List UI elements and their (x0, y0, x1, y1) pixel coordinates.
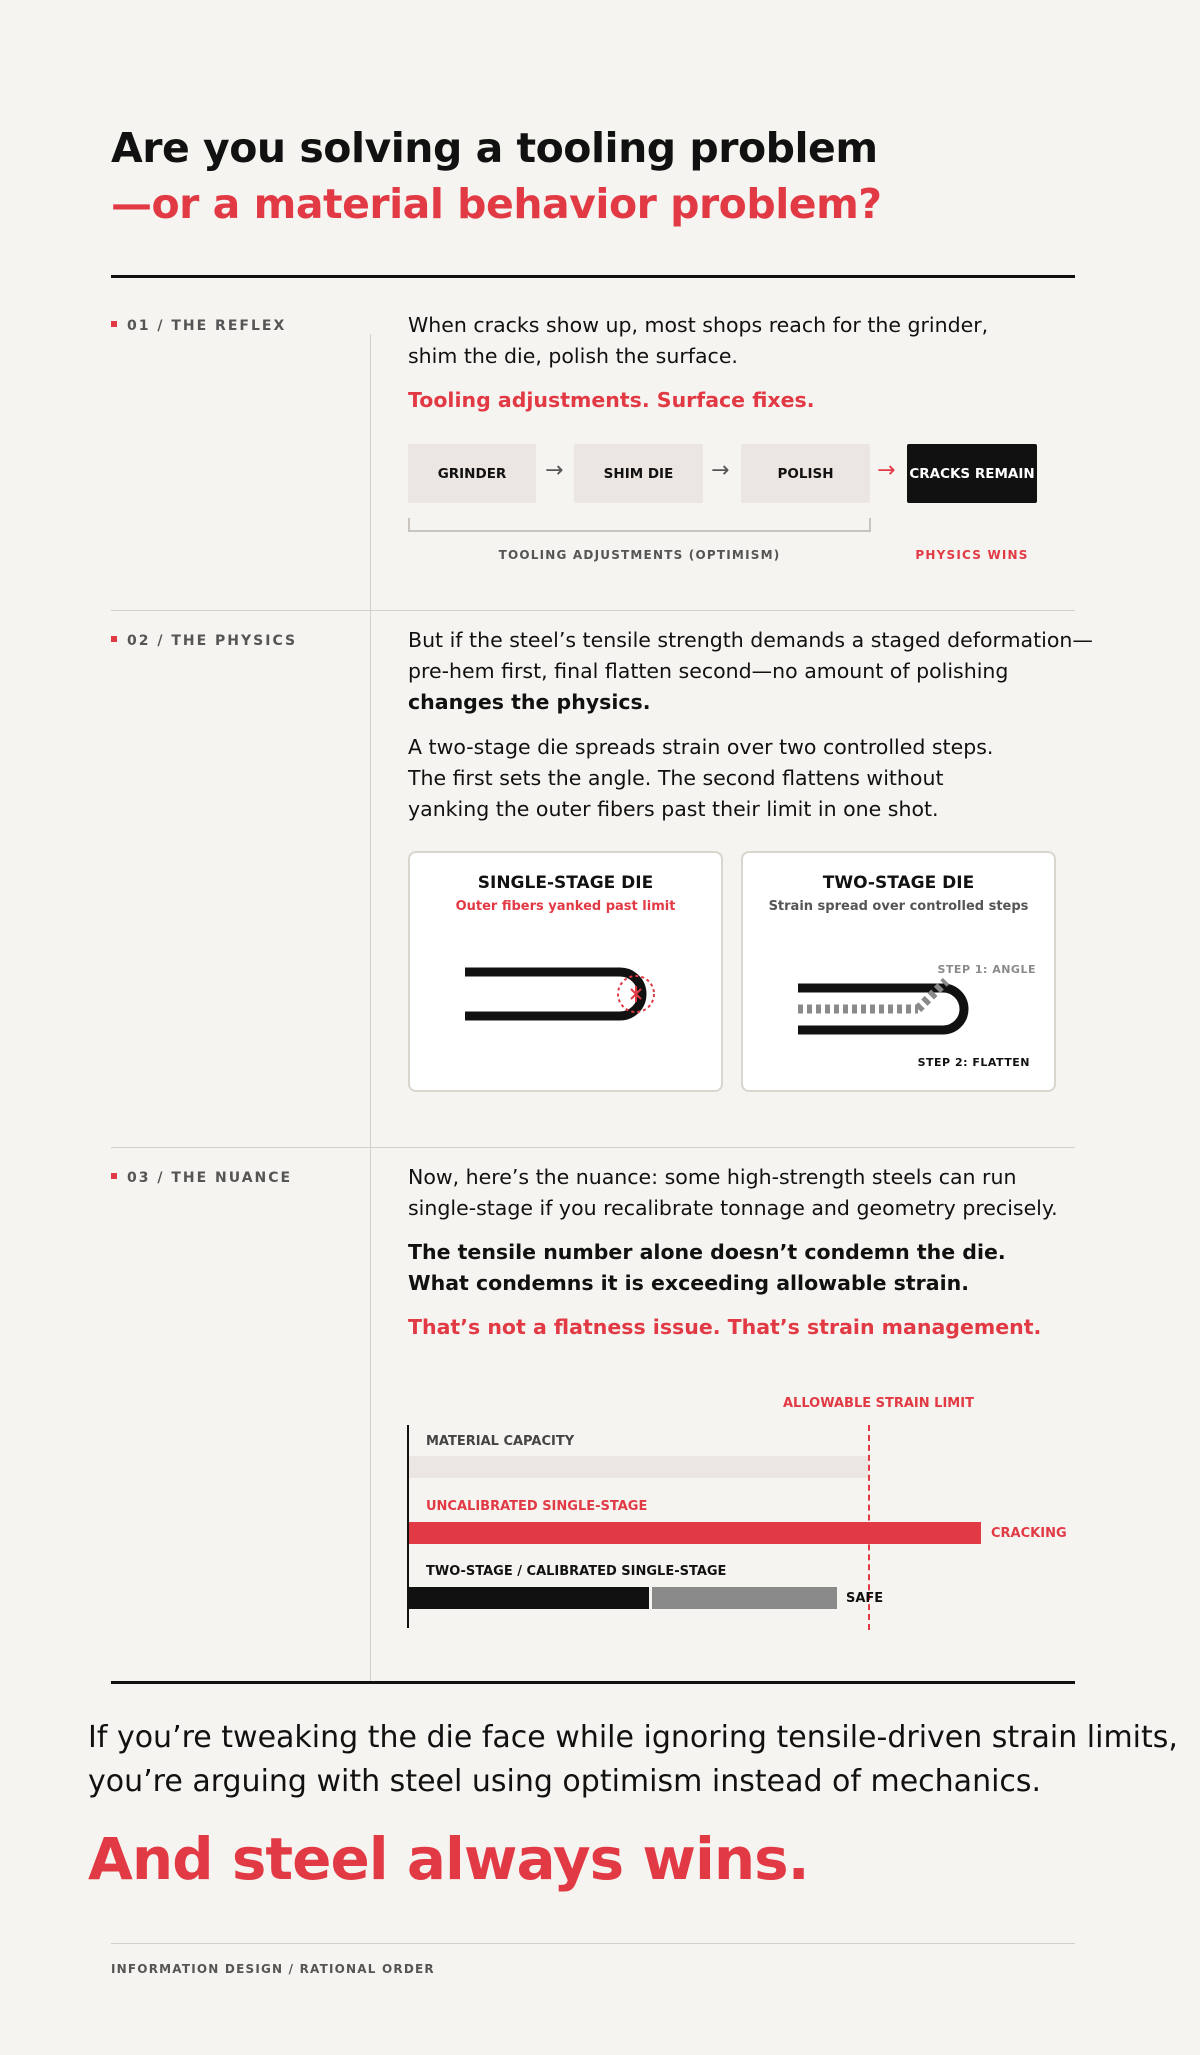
card-title: TWO-STAGE DIE (822, 873, 975, 893)
bar-material-capacity (409, 1456, 868, 1478)
section-marker (111, 321, 117, 327)
section-divider (111, 610, 1075, 611)
page-title-line-2: —or a material behavior problem? (111, 180, 882, 228)
section-label-nuance (111, 1170, 292, 1186)
step-polish: POLISH (741, 444, 870, 503)
card-subtitle: Strain spread over controlled steps (768, 899, 1029, 914)
single-stage-card (408, 851, 723, 1092)
page-title-line-1: Are you solving a tooling problem (111, 124, 878, 172)
physics-text-line-6: yanking the outer fibers past their limit in one shot. (408, 797, 939, 821)
allowable-strain-limit-label: ALLOWABLE STRAIN LIMIT (783, 1396, 974, 1411)
header-rule (111, 275, 1075, 278)
nuance-red-line: That’s not a flatness issue. That’s strain management. (408, 1315, 1042, 1339)
arrow-right-icon: → (711, 458, 730, 483)
physics-text-line-5: The first sets the angle. The second flattens without (408, 766, 944, 790)
reflex-emphasis: Tooling adjustments. Surface fixes. (408, 388, 815, 412)
section-label-text: 02 / THE PHYSICS (127, 633, 298, 649)
nuance-bold-line-1: The tensile number alone doesn’t condemn the die. (408, 1240, 1006, 1264)
tooling-caption: TOOLING ADJUSTMENTS (OPTIMISM) (498, 548, 781, 562)
section-marker (111, 1173, 117, 1179)
physics-text-line-3: changes the physics. (408, 690, 651, 714)
section-label-text: 01 / THE REFLEX (127, 318, 287, 334)
step2-label: STEP 2: FLATTEN (917, 1056, 1030, 1069)
arrow-right-icon: → (877, 458, 896, 483)
cracking-label: CRACKING (991, 1526, 1067, 1541)
two-stage-card (741, 851, 1056, 1092)
card-title: SINGLE-STAGE DIE (477, 873, 654, 893)
physics-wins-caption: PHYSICS WINS (915, 548, 1029, 562)
card-subtitle: Outer fibers yanked past limit (455, 899, 676, 914)
closing-punchline: And steel always wins. (88, 1825, 809, 1893)
step1-label: STEP 1: ANGLE (937, 963, 1036, 976)
section-label-reflex (111, 318, 286, 334)
reflex-text-line-1: When cracks show up, most shops reach for the grinder, (408, 313, 989, 337)
closing-line-2: you’re arguing with steel using optimism instead of mechanics. (88, 1764, 1042, 1799)
footer-rule (111, 1943, 1075, 1944)
nuance-text-line-1: Now, here’s the nuance: some high-strength steels can run (408, 1165, 1017, 1189)
step-grinder: GRINDER (408, 444, 536, 503)
physics-text-line-1: But if the steel’s tensile strength demands a staged deformation— (408, 628, 1093, 652)
safe-label: SAFE (846, 1591, 884, 1606)
bar-two-stage-step2 (652, 1587, 837, 1609)
section-divider (111, 1147, 1075, 1148)
bar-label-two-stage: TWO-STAGE / CALIBRATED SINGLE-STAGE (426, 1564, 727, 1579)
step-shim-die: SHIM DIE (574, 444, 703, 503)
arrow-right-icon: → (545, 458, 564, 483)
closing-rule (111, 1681, 1075, 1684)
bar-two-stage-step1 (409, 1587, 649, 1609)
closing-line-1: If you’re tweaking the die face while ignoring tensile-driven strain limits, (88, 1720, 1178, 1755)
tooling-bracket (408, 518, 871, 532)
section-marker (111, 636, 117, 642)
column-divider (370, 334, 371, 1681)
bar-label-uncalibrated: UNCALIBRATED SINGLE-STAGE (426, 1499, 648, 1514)
section-label-physics (111, 633, 297, 649)
section-label-text: 03 / THE NUANCE (127, 1170, 293, 1186)
single-stage-hem-diagram (410, 853, 721, 1090)
physics-text-line-2: pre-hem first, final flatten second—no amount of polishing (408, 659, 1009, 683)
two-stage-hem-diagram (743, 853, 1054, 1090)
bar-label-material-capacity: MATERIAL CAPACITY (426, 1434, 575, 1449)
footer-text: INFORMATION DESIGN / RATIONAL ORDER (111, 1962, 435, 1976)
step-cracks-remain: CRACKS REMAIN (907, 444, 1037, 503)
nuance-text-line-2: single-stage if you recalibrate tonnage and geometry precisely. (408, 1196, 1058, 1220)
reflex-text-line-2: shim the die, polish the surface. (408, 344, 738, 368)
bar-uncalibrated (409, 1522, 981, 1544)
nuance-bold-line-2: What condemns it is exceeding allowable strain. (408, 1271, 970, 1295)
physics-text-line-4: A two-stage die spreads strain over two controlled steps. (408, 735, 994, 759)
